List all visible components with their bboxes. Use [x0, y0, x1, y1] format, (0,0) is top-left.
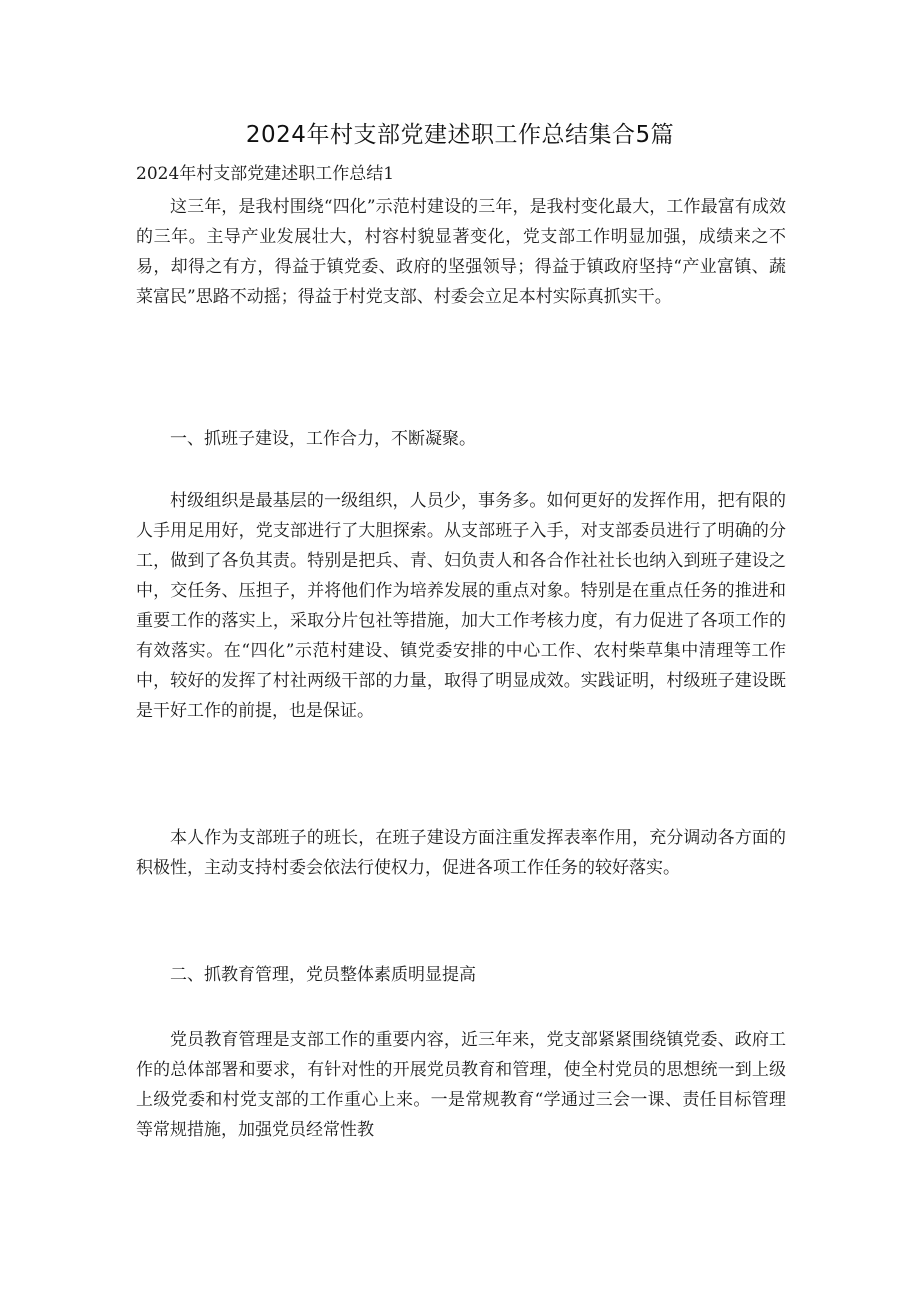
paragraph-team-building: 村级组织是最基层的一级组织，人员少，事务多。如何更好的发挥作用，把有限的人手用足用好，党支部进行了大胆探索。从支部班子入手，对支部委员进行了明确的分工，做到了各负其责。特别是把兵、青、妇负责人和各合作社社长也纳入到班子建设之中，交任务、压担子，并将他们作为培养发展的重点对象。特别是在重点任务的推进和重要工作的落实上，采取分片包社等措施，加大工作考核力度，有力促进了各项工作的有效落实。在“四化”示范村建设、镇党委安排的中心工作、农村柴草集中清理等工作中，较好的发挥了村社两级干部的力量，取得了明显成效。实践证明，村级班子建设既是干好工作的前提，也是保证。: [136, 491, 786, 721]
document-subtitle: 2024年村支部党建述职工作总结1: [136, 164, 395, 184]
section-heading-1: 一、抓班子建设，工作合力，不断凝聚。: [170, 429, 476, 449]
document-title: 2024年村支部党建述职工作总结集合5篇: [245, 122, 675, 148]
paragraph-education: 党员教育管理是支部工作的重要内容，近三年来，党支部紧紧围绕镇党委、政府工作的总体部署和要求，有针对性的开展党员教育和管理，使全村党员的思想统一到上级上级党委和村党支部的工作重心上来。一是常规教育“学通过三会一课、责任目标管理等常规措施，加强党员经常性教: [136, 1030, 786, 1140]
paragraph-leader-role: 本人作为支部班子的班长，在班子建设方面注重发挥表率作用，充分调动各方面的积极性，主动支持村委会依法行使权力，促进各项工作任务的较好落实。: [136, 828, 786, 878]
section-heading-2: 二、抓教育管理，党员整体素质明显提高: [170, 965, 476, 985]
paragraph-intro: 这三年，是我村围绕“四化”示范村建设的三年，是我村变化最大，工作最富有成效的三年。主导产业发展壮大，村容村貌显著变化，党支部工作明显加强，成绩来之不易，却得之有方，得益于镇党委、政府的坚强领导；得益于镇政府坚持“产业富镇、蔬菜富民”思路不动摇；得益于村党支部、村委会立足本村实际真抓实干。: [136, 197, 786, 307]
